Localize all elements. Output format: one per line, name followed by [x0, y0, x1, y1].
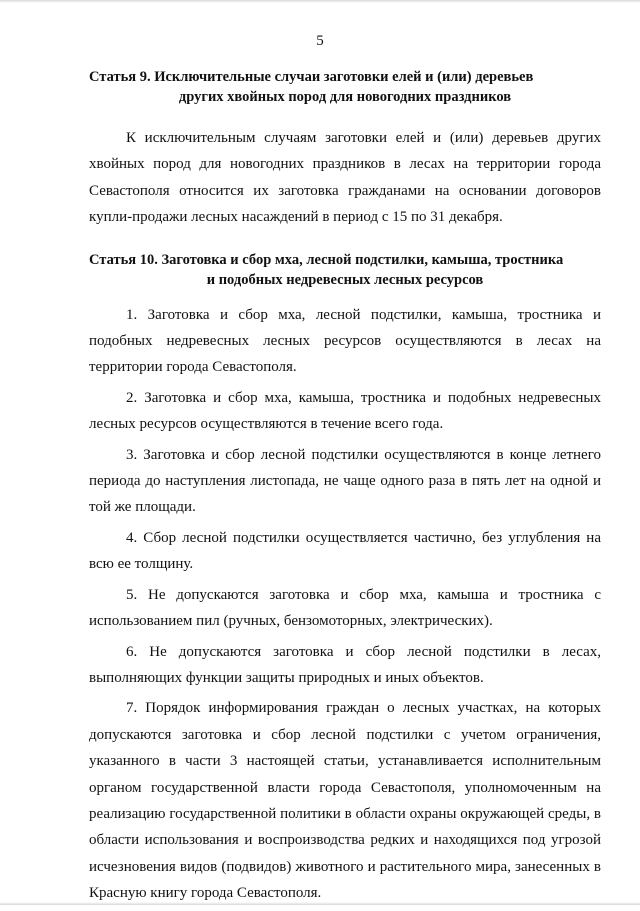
article-10-items: [89, 302, 601, 907]
article-10-item-2: 2. Заготовка и сбор мха, камыша, тростника и подобных недревесных лесных ресурсов осуществляются в течение всего года.: [89, 389, 601, 433]
article-9-title: [89, 67, 601, 107]
article-9-paragraph: К исключительным случаям заготовки елей и (или) деревьев других хвойных пород для новогодних праздников в лесах на территории города Севастополя относится их заготовка гражданами на основании договоров купли-продажи лесных насаждений в период с 15 по 31 декабря.: [89, 130, 601, 226]
article-10-item-5: 5. Не допускаются заготовка и сбор мха, камыша и тростника с использованием пил (ручных, бензомоторных, электрических).: [89, 586, 601, 630]
article-10-item-4: 4. Сбор лесной подстилки осуществляется частично, без углубления на всю ее толщину.: [89, 529, 601, 573]
article-9-title-line-1: Статья 9. Исключительные случаи заготовки елей и (или) деревьев: [89, 69, 534, 85]
document-body: [89, 63, 601, 911]
article-10-item-1: 1. Заготовка и сбор мха, лесной подстилки, камыша, тростника и подобных недревесных лесных ресурсов осуществляются в лесах на территории города Севастополя.: [89, 306, 601, 376]
article-10-item-3: 3. Заготовка и сбор лесной подстилки осуществляются в конце летнего периода до наступления листопада, не чаще одного раза в пять лет на одной и той же площади.: [89, 446, 601, 516]
article-10-item-7: 7. Порядок информирования граждан о лесных участках, на которых допускаются заготовка и сбор лесной подстилки с учетом ограничения, указанного в части 3 настоящей статьи, устанавливается исполнительным органом государственной власти города Севастополя, уполномоченным на реализацию государственной политики в области охраны окружающей среды, в области использования и воспроизводства редких и находящихся под угрозой исчезновения видов (подвидов) животного и растительного мира, занесенных в Красную книгу города Севастополя.: [89, 700, 601, 902]
article-10-item-6: 6. Не допускаются заготовка и сбор лесной подстилки в лесах, выполняющих функции защиты природных и иных объектов.: [89, 643, 601, 686]
scan-edge-top: [0, 0, 640, 3]
article-10-title: [89, 250, 601, 290]
article-10-title-line-2: и подобных недревесных лесных ресурсов: [206, 271, 484, 288]
article-10-title-line-1: Статья 10. Заготовка и сбор мха, лесной подстилки, камыша, тростника: [89, 251, 564, 268]
page-number: 5: [316, 33, 324, 49]
article-9-title-line-2: других хвойных пород для новогодних праздников: [178, 89, 512, 105]
